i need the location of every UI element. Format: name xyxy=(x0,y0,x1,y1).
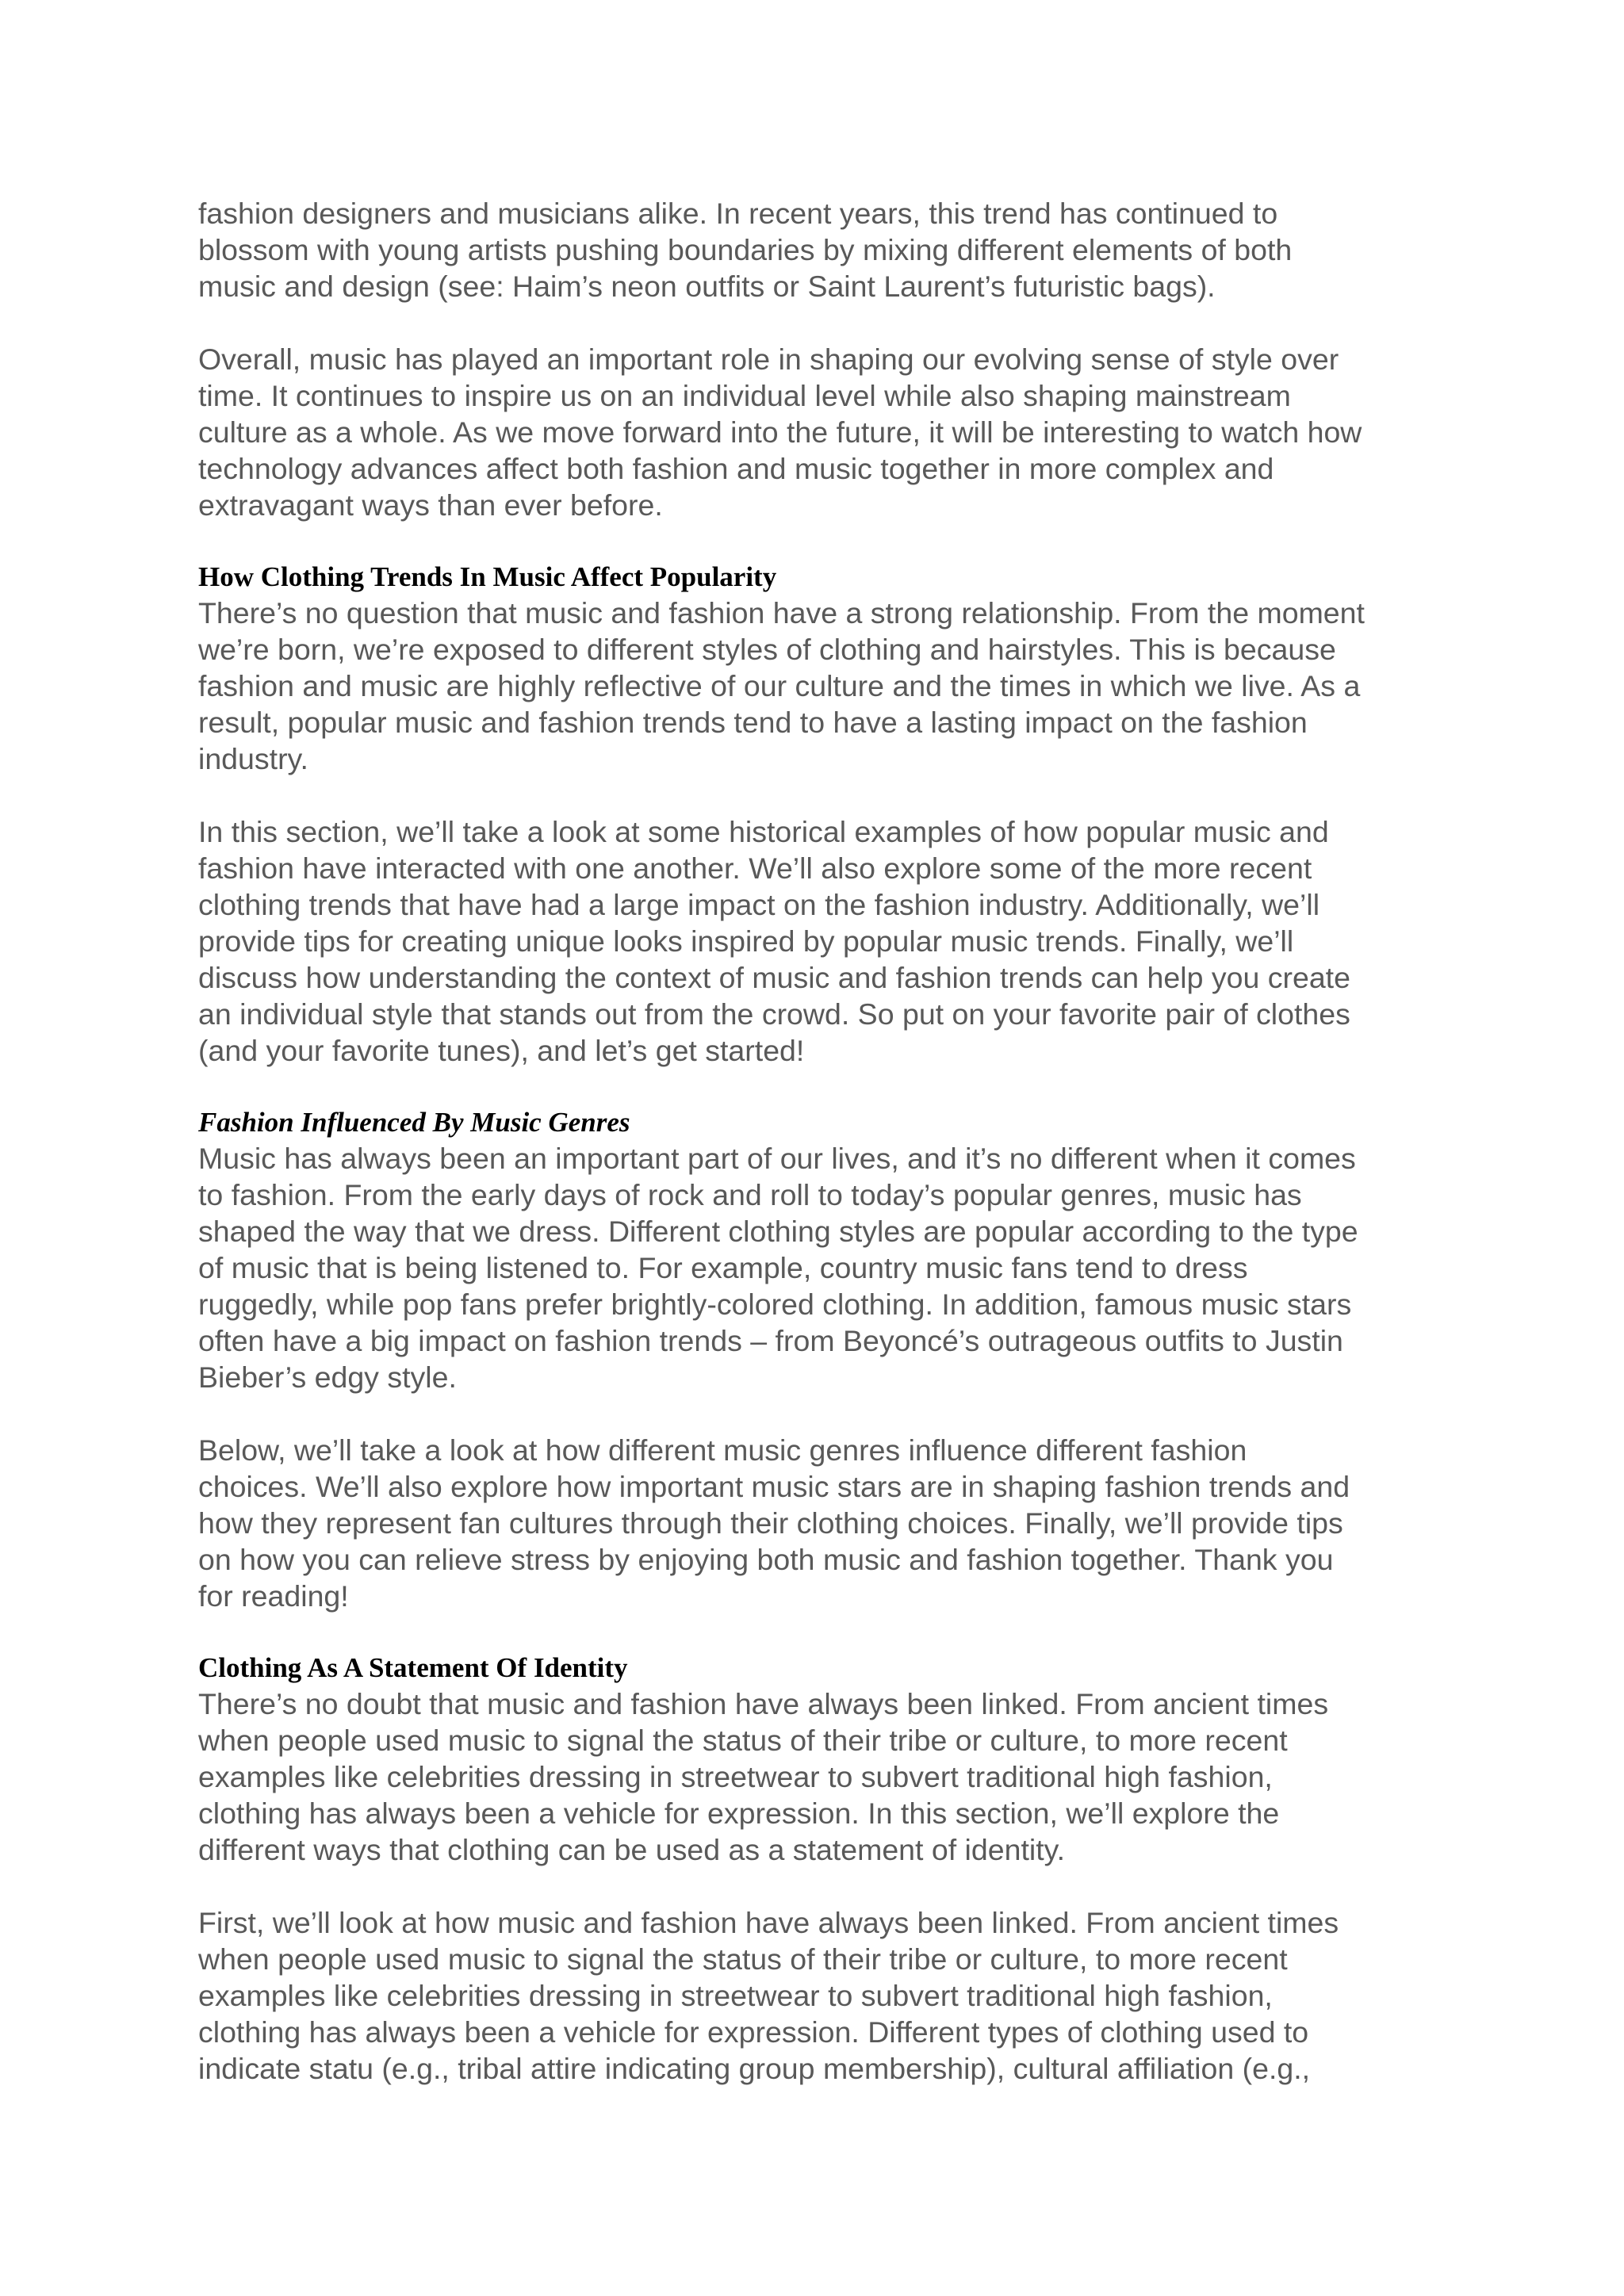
paragraph: First, we’ll look at how music and fashion have always been linked. From ancient times when people used music to signal the status of their tribe or culture, to more recent examples like celebrities dressing in streetwear to subvert traditional high fashion, clothing has always been a vehicle for expression. Different types of clothing used to indicate statu (e.g., tribal attire indicating group membership), cultural affiliation (e.g., xyxy=(198,1906,1339,2085)
paragraph: In this section, we’ll take a look at some historical examples of how popular music and fashion have interacted with one another. We’ll also explore some of the more recent clothing trends that have had a large impact on the fashion industry. Additionally, we’ll provide tips for creating unique looks inspired by popular music trends. Finally, we’ll discuss how understanding the context of music and fashion trends can help you create an individual style that stands out from the crowd. So put on your favorite pair of clothes (and your favorite tunes), and let’s get started! xyxy=(198,815,1350,1067)
paragraph: There’s no doubt that music and fashion have always been linked. From ancient times when people used music to signal the status of their tribe or culture, to more recent examples like celebrities dressing in streetwear to subvert traditional high fashion, clothing has always been a vehicle for expression. In this section, we’ll explore the different ways that clothing can be used as a statement of identity. xyxy=(198,1687,1329,1866)
document-page xyxy=(198,195,1451,2087)
paragraph: Below, we’ll take a look at how different music genres influence different fashion choices. We’ll also explore how important music stars are in shaping fashion trends and how they represent fan cultures through their clothing choices. Finally, we’ll provide tips on how you can relieve stress by enjoying both music and fashion together. Thank you for reading! xyxy=(198,1433,1350,1613)
section-heading: Fashion Influenced By Music Genres xyxy=(198,1107,630,1138)
section-heading: Clothing As A Statement Of Identity xyxy=(198,1652,628,1683)
paragraph: There’s no question that music and fashion have a strong relationship. From the moment we’re born, we’re exposed to different styles of clothing and hairstyles. This is because fashion and music are highly reflective of our culture and the times in which we live. As a result, popular music and fashion trends tend to have a lasting impact on the fashion industry. xyxy=(198,596,1365,775)
paragraph: Overall, music has played an important role in shaping our evolving sense of style over time. It continues to inspire us on an individual level while also shaping mainstream culture as a whole. As we move forward into the future, it will be interesting to watch how technology advances affect both fashion and music together in more complex and extravagant ways than ever before. xyxy=(198,342,1362,522)
paragraph: Music has always been an important part of our lives, and it’s no different when it comes to fashion. From the early days of rock and roll to today’s popular genres, music has shaped the way that we dress. Different clothing styles are popular according to the type of music that is being listened to. For example, country music fans tend to dress ruggedly, while pop fans prefer brightly-colored clothing. In addition, famous music stars often have a big impact on fashion trends – from Beyoncé’s outrageous outfits to Justin Bieber’s edgy style. xyxy=(198,1142,1358,1394)
paragraph: fashion designers and musicians alike. In recent years, this trend has continued to blossom with young artists pushing boundaries by mixing different elements of both music and design (see: Haim’s neon outfits or Saint Laurent’s futuristic bags). xyxy=(198,197,1293,303)
section-heading: How Clothing Trends In Music Affect Popularity xyxy=(198,561,777,592)
